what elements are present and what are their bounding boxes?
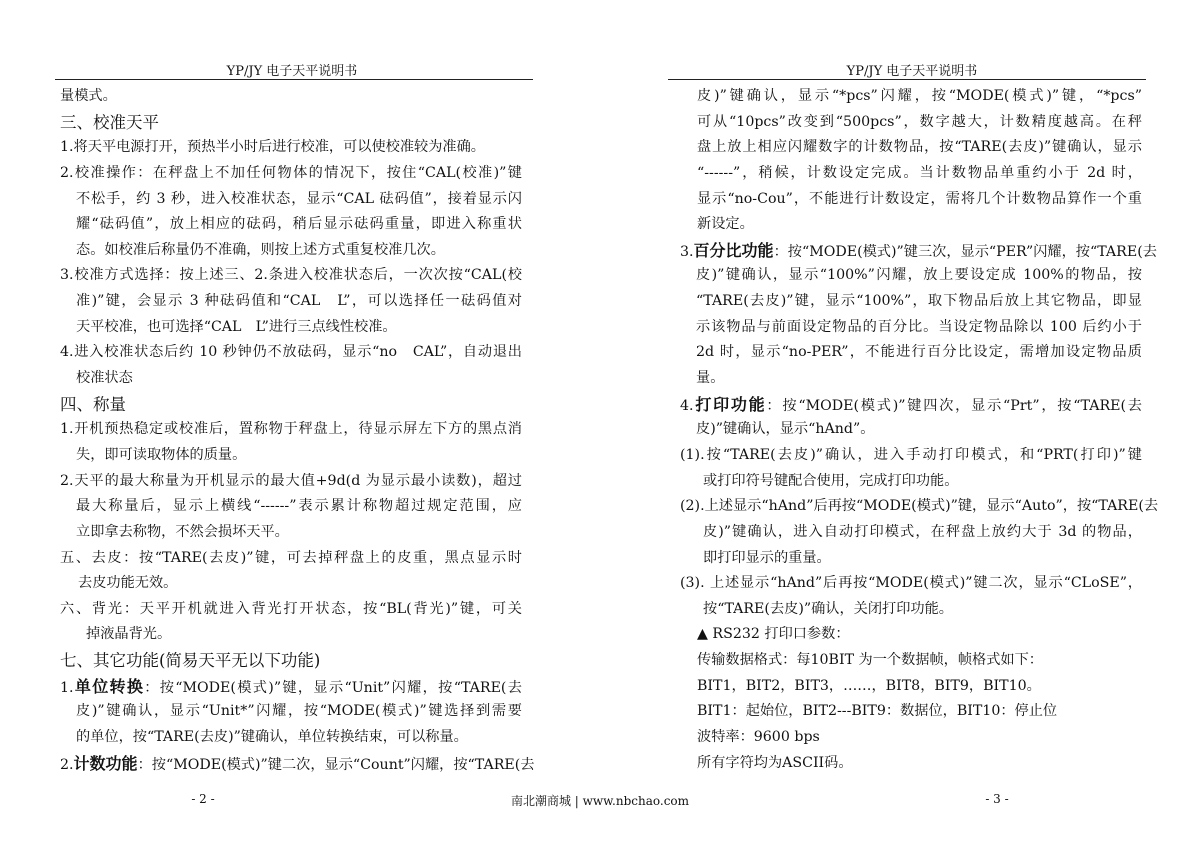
paragraph [60, 161, 522, 264]
line-text: ：按“MODE(模式)”键四次，显示“Prt”，按“TARE(去 [766, 397, 1142, 414]
text-line: 2.校准操作：在秤盘上不加任何物体的情况下，按住“CAL(校准)”键 [60, 164, 522, 181]
text-line: 所有字符均为ASCII码。 [697, 754, 853, 771]
text-line: 可从“10pcs”改变到“500pcs”，数字越大，计数精度越高。在秤 [697, 113, 1142, 130]
text-line: 掉液晶背光。 [86, 626, 172, 643]
paragraph [680, 392, 1142, 443]
text-line: 六、背光：天平开机就进入背光打开状态，按“BL(背光)”键，可关 [60, 600, 522, 617]
text-line: BIT1，BIT2，BIT3，……，BIT8，BIT9，BIT10。 [697, 677, 1041, 694]
page-number-left: - 2 - [191, 792, 215, 806]
item-number: 4. [680, 397, 694, 414]
paragraph [60, 751, 535, 777]
text-line: 耀“砝码值”，放上相应的砝码，稍后显示砝码重量，即进入称重状 [76, 216, 522, 233]
text-line: 不松手，约 3 秒，进入校准状态，显示“CAL 砝码值”，接着显示闪 [76, 190, 522, 207]
text-line: (1).按“TARE(去皮)”确认，进入手动打印模式，和“PRT(打印)”键 [680, 446, 1142, 463]
item-number: 2. [60, 756, 74, 773]
page-3-column [680, 84, 1159, 776]
section-heading [60, 392, 522, 418]
paragraph [680, 622, 1142, 776]
footer-site-link[interactable]: 南北潮商城 | www.nbchao.com [510, 794, 690, 808]
text-line: 校准状态 [76, 370, 133, 387]
paragraph [680, 238, 1157, 392]
text-line: 传输数据格式：每10BIT 为一个数据帧，帧格式如下： [697, 652, 1043, 669]
paragraph [60, 674, 522, 751]
page-number-right: - 3 - [985, 792, 1009, 806]
section-heading [60, 110, 522, 136]
item-number: 3. [680, 243, 694, 260]
text-line: 量。 [696, 370, 725, 387]
paragraph [60, 84, 522, 110]
text-line: 3.校准方式选择：按上述三、2.条进入校准状态后，一次次按“CAL(校 [60, 267, 522, 284]
text-line: 4.进入校准状态后约 10 秒钟仍不放砝码，显示“no CAL”，自动退出 [60, 344, 522, 361]
text-line: 失，即可读取物体的质量。 [76, 446, 247, 463]
text-line: 三、校准天平 [60, 112, 159, 132]
text-line: 五、去皮：按“TARE(去皮)”键，可去掉秤盘上的皮重，黑点显示时 [60, 549, 522, 566]
text-line: (2).上述显示“hAnd”后再按“MODE(模式)”键，显示“Auto”，按“TARE(去 [680, 498, 1159, 515]
text-line: 2d 时，显示“no-PER”，不能进行百分比设定，需增加设定物品质 [696, 344, 1142, 361]
item-number: 1. [60, 679, 74, 696]
text-line [680, 392, 1142, 418]
text-line: 皮)”键确认，显示“Unit*”闪耀，按“MODE(模式)”键选择到需要 [76, 703, 522, 720]
text-line: 的单位，按“TARE(去皮)”键确认，单位转换结束，可以称量。 [76, 729, 468, 746]
text-line: 或打印符号键配合使用，完成打印功能。 [703, 472, 959, 489]
text-line: 显示“no-Cou”，不能进行计数设定，需将几个计数物品算作一个重 [697, 190, 1142, 207]
header-rule-left [55, 79, 533, 80]
feature-title: 单位转换 [73, 676, 145, 696]
paragraph [60, 417, 522, 468]
text-line: 1.将天平电源打开，预热半小时后进行校准，可以使校准较为准确。 [60, 139, 485, 156]
text-line [60, 674, 522, 700]
text-line: 最大称量后，显示上横线“------”表示累计称物超过规定范围，应 [76, 498, 522, 515]
text-line: 七、其它功能(简易天平无以下功能) [60, 651, 321, 671]
section-heading [60, 648, 522, 674]
paragraph [680, 571, 1142, 622]
header-rule-right [668, 79, 1146, 80]
text-line [60, 751, 535, 777]
paragraph [60, 135, 522, 161]
text-line: 去皮功能无效。 [78, 575, 178, 592]
text-line: 即打印显示的重量。 [703, 549, 831, 566]
text-line [680, 238, 1157, 264]
paragraph [680, 443, 1142, 494]
text-line: 皮)”键确认，显示“*pcs”闪耀，按“MODE(模式)”键，“*pcs” [697, 88, 1142, 104]
feature-title: 百分比功能 [693, 240, 774, 260]
line-text: ：按“MODE(模式)”键三次，显示“PER”闪耀，按“TARE(去 [773, 243, 1157, 260]
paragraph [60, 340, 522, 391]
text-line: 天平校准，也可选择“CAL L”进行三点线性校准。 [76, 318, 397, 335]
line-text: ：按“MODE(模式)”键，显示“Unit”闪耀，按“TARE(去 [144, 679, 522, 696]
text-line: 皮)”键确认，进入自动打印模式，在秤盘上放约大于 3d 的物品， [703, 523, 1142, 540]
paragraph [60, 597, 522, 648]
text-line: 态。如校准后称量仍不准确，则按上述方式重复校准几次。 [76, 241, 445, 258]
text-line: BIT1：起始位，BIT2---BIT9：数据位，BIT10：停止位 [697, 703, 1058, 720]
paragraph [680, 84, 1142, 238]
text-line: 立即拿去称物，不然会损坏天平。 [76, 523, 289, 540]
text-line: ▲ RS232 打印口参数： [697, 626, 850, 643]
text-line: 示该物品与前面设定物品的百分比。当设定物品除以 100 后约小于 [696, 318, 1142, 335]
text-line: 1.开机预热稳定或校准后，置称物于秤盘上，待显示屏左下方的黑点消 [60, 421, 522, 438]
text-line: 盘上放上相应闪耀数字的计数物品，按“TARE(去皮)”键确认，显示 [697, 139, 1142, 156]
text-line: 波特率：9600 bps [697, 729, 820, 746]
header-title-right: YP/JY 电子天平说明书 [846, 64, 978, 79]
paragraph [60, 469, 522, 546]
feature-title: 计数功能 [73, 753, 138, 773]
text-line: (3). 上述显示“hAnd”后再按“MODE(模式)”键二次，显示“CLoSE”， [680, 575, 1142, 592]
text-line: 量模式。 [60, 88, 117, 104]
text-line: 按“TARE(去皮)”确认，关闭打印功能。 [703, 600, 953, 617]
paragraph [60, 263, 522, 340]
text-line: “TARE(去皮)”键，显示“100%”，取下物品后放上其它物品，即显 [696, 293, 1142, 310]
text-line: 四、称量 [60, 394, 126, 414]
text-line: 2.天平的最大称量为开机显示的最大值+9d(d 为显示最小读数)，超过 [60, 472, 522, 489]
text-line: 皮)”键确认，显示“hAnd”。 [696, 421, 875, 438]
text-line: “------”，稍候，计数设定完成。当计数物品单重约小于 2d 时， [697, 164, 1142, 181]
text-line: 新设定。 [697, 216, 754, 233]
page-2-column [60, 84, 535, 776]
header-title-left: YP/JY 电子天平说明书 [226, 64, 358, 79]
feature-title: 打印功能 [693, 394, 767, 414]
paragraph [680, 494, 1159, 571]
paragraph [60, 546, 522, 597]
text-line: 准)”键，会显示 3 种砝码值和“CAL L”，可以选择任一砝码值对 [76, 293, 522, 310]
text-line: 皮)”键确认，显示“100%”闪耀，放上要设定成 100%的物品，按 [696, 267, 1142, 284]
line-text: ：按“MODE(模式)”键二次，显示“Count”闪耀，按“TARE(去 [137, 756, 535, 773]
